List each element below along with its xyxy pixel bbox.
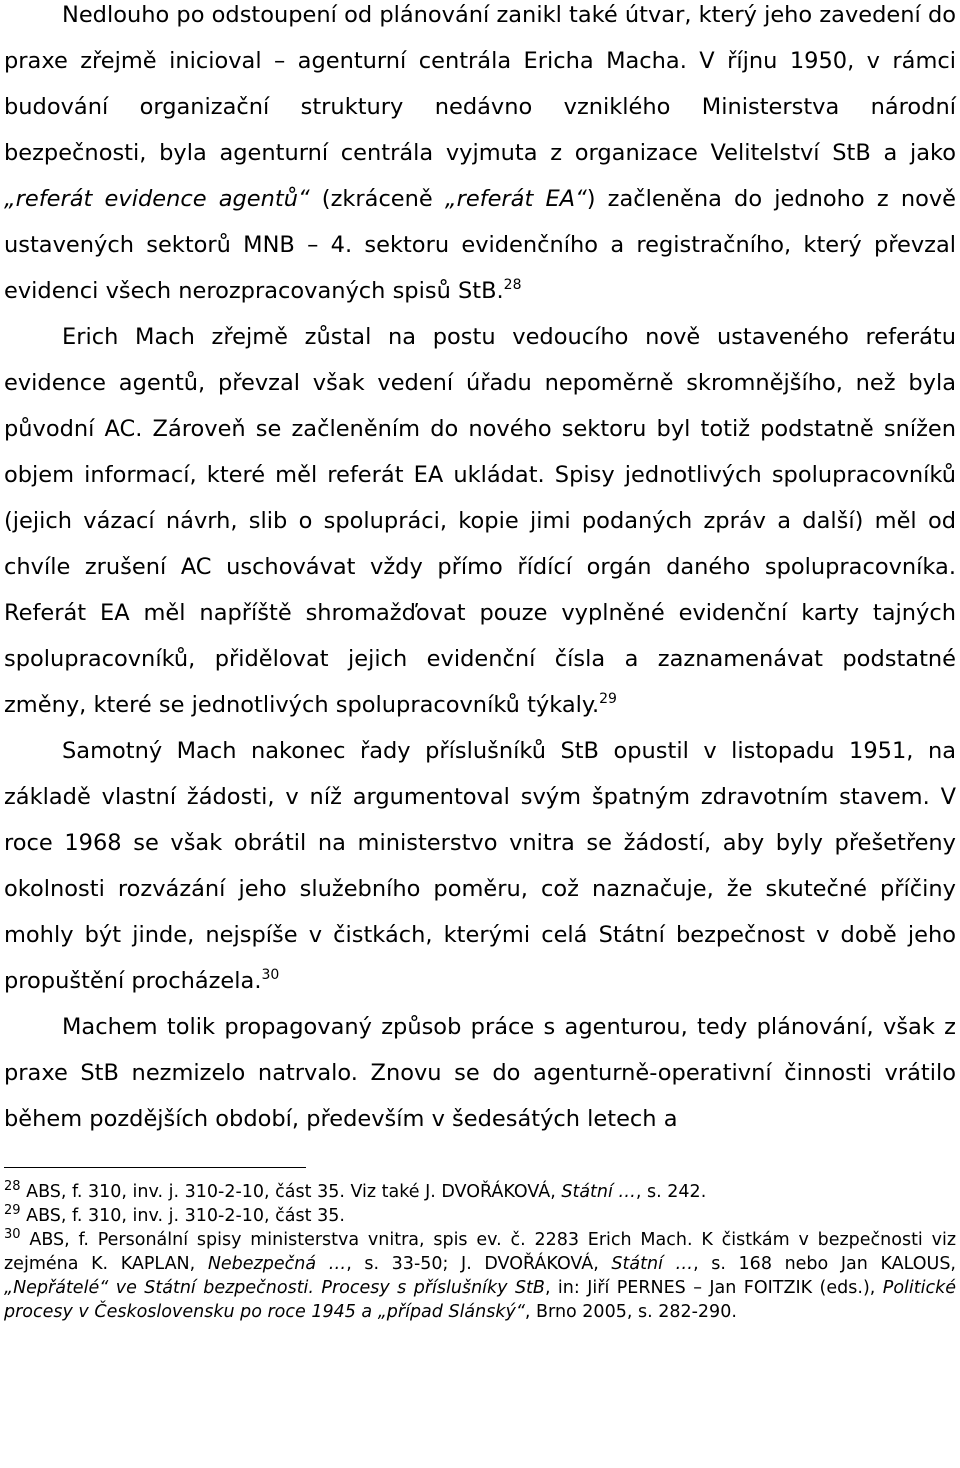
text-run: , s. 33-50; J. DVOŘÁKOVÁ, bbox=[346, 1254, 612, 1274]
footnote bbox=[4, 1228, 956, 1324]
footnote-reference: 29 bbox=[599, 691, 617, 707]
text-run: Samotný Mach nakonec řady příslušníků StB opustil v listopadu 1951, na základě vlastní žádosti, v níž argumentoval svým špatným zdravotním stavem. V roce 1968 se však obrátil na ministerstvo vnitra se žádostí, aby byly přešetřeny okolnosti rozvázání jeho služebního poměru, což naznačuje, že skutečné příčiny mohly být jinde, nejspíše v čistkách, kterými celá Státní bezpečnost v době jeho propuštění procházela. bbox=[4, 738, 956, 994]
text-run: Nedlouho po odstoupení od plánování zanikl také útvar, který jeho zavedení do praxe zřejmě inicioval – agenturní centrála Ericha Macha. V říjnu 1950, v rámci budování organizační struktury nedávno vzniklého Ministerstva národní bezpečnosti, byla agenturní centrála vyjmuta z organizace Velitelství StB a jako bbox=[4, 2, 956, 166]
italic-text: „referát evidence agentů“ bbox=[4, 186, 310, 212]
footnote bbox=[4, 1204, 956, 1228]
body-text bbox=[4, 0, 956, 1142]
text-run: , s. 168 nebo Jan KALOUS, bbox=[693, 1254, 956, 1274]
text-run: Machem tolik propagovaný způsob práce s agenturou, tedy plánování, však z praxe StB nezmizelo natrvalo. Znovu se do agenturně-operativní činnosti vrátilo během pozdějších období, především v šedesátých letech a bbox=[4, 1014, 956, 1132]
italic-text: Politické procesy v Československu po roce 1945 a „případ Slánský“ bbox=[4, 1278, 956, 1322]
text-run: , in: Jiří PERNES – Jan FOITZIK (eds.), bbox=[544, 1278, 883, 1298]
footnote-reference: 30 bbox=[261, 967, 280, 983]
footnote-reference: 28 bbox=[4, 1179, 21, 1194]
paragraph bbox=[4, 0, 956, 314]
paragraph bbox=[4, 1004, 956, 1142]
paragraph bbox=[4, 314, 956, 728]
text-run: Erich Mach zřejmě zůstal na postu vedoucího nově ustaveného referátu evidence agentů, převzal však vedení úřadu nepoměrně skromnějšího, než byla původní AC. Zároveň se začleněním do nového sektoru byl totiž podstatně snížen objem informací, které měl referát EA ukládat. Spisy jednotlivých spolupracovníků (jejich vázací návrh, slib o spolupráci, kopie jimi podaných zpráv a další) měl od chvíle zrušení AC uschovávat vždy přímo řídící orgán daného spolupracovníka. Referát EA měl napříště shromažďovat pouze vyplněné evidenční karty tajných spolupracovníků, přidělovat jejich evidenční čísla a zaznamenávat podstatné změny, které se jednotlivých spolupracovníků týkaly. bbox=[4, 324, 956, 718]
footnote-reference: 30 bbox=[4, 1227, 21, 1242]
text-run: (zkráceně bbox=[309, 186, 445, 212]
italic-text: „referát EA“ bbox=[444, 186, 587, 212]
text-run: , s. 242. bbox=[635, 1182, 707, 1202]
footnote-reference: 29 bbox=[4, 1203, 21, 1218]
paragraph bbox=[4, 728, 956, 1004]
text-run: , Brno 2005, s. 282-290. bbox=[524, 1302, 737, 1322]
footnote bbox=[4, 1180, 956, 1204]
text-run: ABS, f. Personální spisy ministerstva vnitra, spis ev. č. 2283 Erich Mach. K čistkám v bezpečnosti viz zejména K. KAPLAN, bbox=[4, 1230, 956, 1274]
text-run: ABS, f. 310, inv. j. 310-2-10, část 35. bbox=[20, 1206, 345, 1226]
italic-text: Státní … bbox=[561, 1182, 636, 1202]
footnote-reference: 28 bbox=[503, 277, 522, 293]
footnote-separator bbox=[4, 1167, 306, 1168]
footnotes bbox=[4, 1180, 956, 1324]
text-run: ) začleněna do jednoho z nově ustavených sektorů MNB – 4. sektoru evidenčního a registračního, který převzal evidenci všech nerozpracovaných spisů StB. bbox=[4, 186, 956, 304]
italic-text: Nebezpečná … bbox=[207, 1254, 347, 1274]
italic-text: Státní … bbox=[611, 1254, 694, 1274]
italic-text: „Nepřátelé“ ve Státní bezpečnosti. Procesy s příslušníky StB bbox=[4, 1278, 545, 1298]
text-run: ABS, f. 310, inv. j. 310-2-10, část 35. Viz také J. DVOŘÁKOVÁ, bbox=[20, 1182, 562, 1202]
